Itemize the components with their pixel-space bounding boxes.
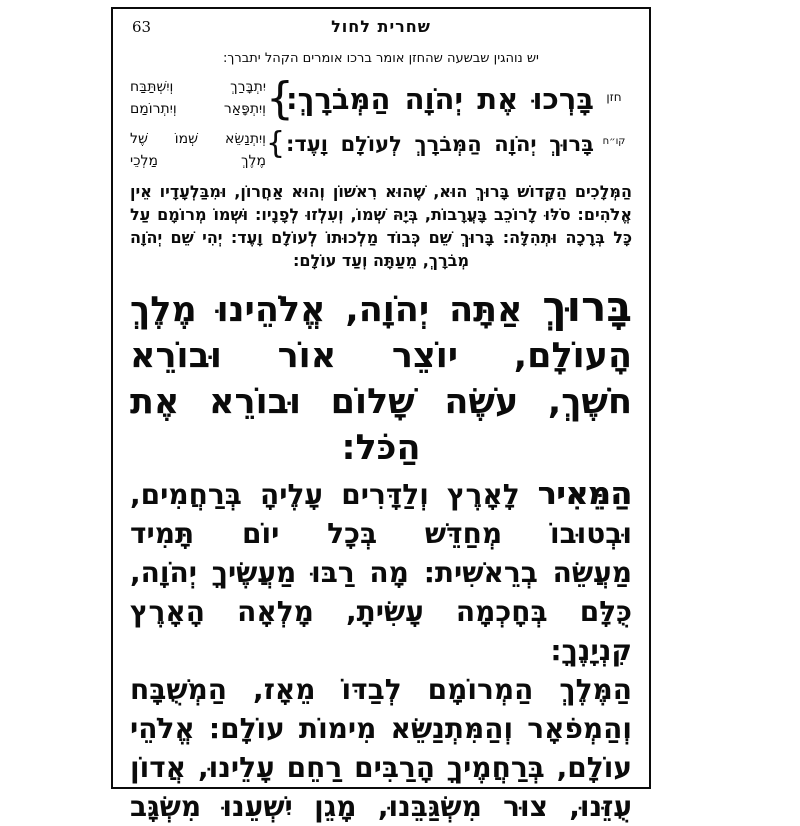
barchu-call-row — [130, 73, 632, 124]
paragraph-line: וְהַמְפֹאָר וְהַמִּתְנַשֵּׂא מִימוֹת עוֹלָם: אֱלֹהֵי — [130, 712, 632, 745]
barchu-response-row — [130, 128, 632, 172]
barchu-call-line: בָּרְכוּ אֶת יְהֹוָה הַמְּבֹרָךְ: — [286, 82, 594, 116]
hameir-line-text: לָאָרֶץ וְלַדָּרִים עָלֶיהָ בְּרַחֲמִים, — [130, 478, 520, 511]
chazan-label: חזן — [606, 90, 622, 104]
brace-icon: { — [266, 73, 294, 124]
hameir-opening-word: הַמֵּאִיר — [537, 476, 633, 512]
paragraph-line: מַעֲשֵׂה בְרֵאשִׁית: מָה רַבּוּ מַעֲשֶׂיךָ יְהֹוָה, — [130, 556, 632, 589]
blessing-line: חֹשֶׁךְ, עֹשֶׂה שָׁלוֹם וּבוֹרֵא אֶת — [130, 382, 632, 422]
yitbarach-continuation-paragraph — [130, 180, 632, 272]
instruction-note: יש נוהגין שבשעה שהחזן אומר ברכו אומרים הקהל יתברך: — [223, 51, 539, 66]
blessing-line-text: אַתָּה יְהֹוָה, אֱלֹהֵינוּ מֶלֶךְ — [130, 290, 523, 330]
page-title: שחרית לחול — [331, 17, 431, 36]
page-number: 63 — [132, 18, 152, 36]
paragraph-line: עוֹלָם, בְּרַחֲמֶיךָ הָרַבִּים רַחֵם עָלֵינוּ, אֲדוֹן — [130, 751, 632, 784]
paragraph-line: מְבֹרָךְ, מֵעַתָּה וְעַד עוֹלָם: — [292, 251, 470, 270]
paragraph-line: עֻזֵּנוּ, צוּר מִשְׂגַּבֵּנוּ, מָגֵן יִשְׁעֵנוּ מִשְׂגָּב — [130, 790, 632, 823]
paragraph-line: הַמְּלָכִים הַקָּדוֹשׁ בָּרוּךְ הוּא, שֶׁהוּא רִאשׁוֹן וְהוּא אַחֲרוֹן, וּמִבַּלְעָדָיו אֵין — [130, 182, 632, 201]
barchu-section — [130, 73, 632, 172]
side-note-line: וְיִתְנַשֵּׂא שְׁמוֹ שֶׁל — [130, 131, 266, 147]
side-note-line: יִתְבָּרַךְ וְיִשְׁתַּבַּח — [130, 79, 266, 95]
paragraph-line: אֱלֹהִים: סֹלּוּ לָרוֹכֵב בָּעֲרָבוֹת, בְּיָהּ שְׁמוֹ, וְעִלְזוּ לְפָנָיו: וּשְׁמוֹ מְרוֹמָם עַל — [130, 205, 632, 224]
barchu-response-line: בָּרוּךְ יְהֹוָה הַמְּבֹרָךְ לְעוֹלָם וָעֶד: — [286, 132, 594, 156]
side-note-line: וְיִתְפָּאַר וְיִתְרוֹמַם — [130, 101, 266, 117]
brace-icon: { — [266, 126, 286, 161]
hameir-paragraph — [130, 475, 632, 826]
siddur-page — [111, 7, 651, 823]
blessing-line — [130, 284, 632, 333]
side-note-line: מֶלֶךְ מַלְכֵי — [130, 153, 266, 169]
blessing-opening-word: בָּרוּךְ — [542, 282, 632, 331]
page-header — [130, 14, 632, 40]
blessing-line: הַכֹּל: — [341, 428, 421, 468]
paragraph-line: כָּל בְּרָכָה וּתְהִלָּה: בָּרוּךְ שֵׁם כְּבוֹד מַלְכוּתוֹ לְעוֹלָם וָעֶד: יְהִי שֵׁם יְהֹוָה — [130, 228, 632, 247]
blessing-line: הָעוֹלָם, יוֹצֵר אוֹר וּבוֹרֵא — [130, 336, 632, 376]
yotzer-or-blessing — [130, 284, 632, 471]
paragraph-line: כֻּלָּם בְּחָכְמָה עָשִׂיתָ, מָלְאָה הָאָרֶץ קִנְיָנֶךָ: — [130, 595, 632, 667]
paragraph-line — [130, 475, 632, 514]
congregation-label: קו״ח — [602, 136, 626, 147]
paragraph-line: וּבְטוּבוֹ מְחַדֵּשׁ בְּכָל יוֹם תָּמִיד — [130, 517, 632, 550]
side-note-lower — [130, 128, 266, 172]
paragraph-line: הַמֶּלֶךְ הַמְרוֹמָם לְבַדּוֹ מֵאָז, הַמְשֻׁבָּח — [130, 673, 632, 706]
side-note-upper — [130, 76, 266, 120]
